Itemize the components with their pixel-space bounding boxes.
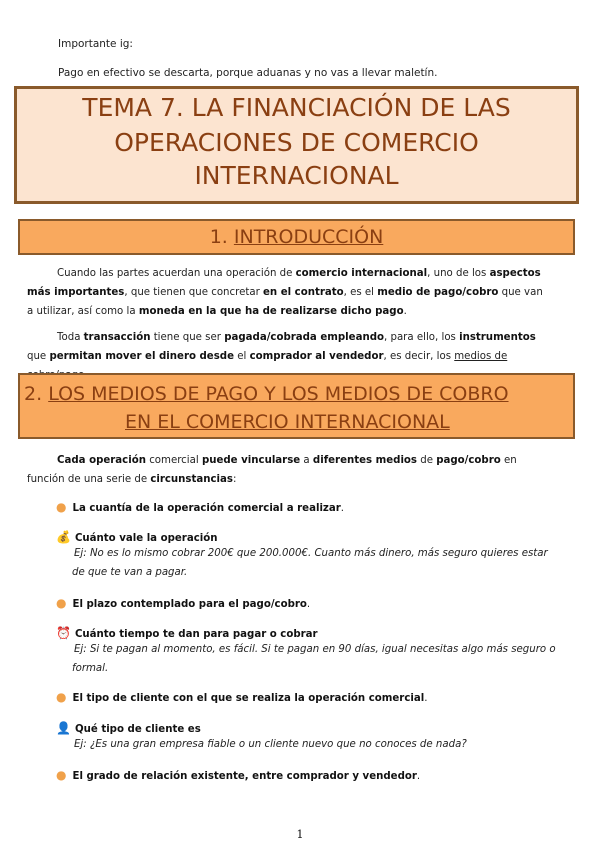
person-icon: 👤 [56, 721, 71, 735]
section-2-title-line-1: LOS MEDIOS DE PAGO Y LOS MEDIOS DE COBRO [48, 383, 509, 405]
section-1-title: INTRODUCCIÓN [233, 226, 384, 248]
chapter-title-line-1: TEMA 7. LA FINANCIACIÓN DE LAS [82, 93, 511, 122]
example-line: Ej: Si te pagan al momento, es fácil. Si te pagan en 90 días, igual necesitas algo más seguro o [74, 644, 556, 655]
section-1-number: 1. [209, 226, 228, 248]
note-line-1: Importante ig: [58, 38, 133, 50]
example-line: de que te van a pagar. [72, 567, 188, 578]
bullet-dot-icon: ● [56, 690, 67, 704]
question-line: 💰 Cuánto vale la operación [56, 530, 218, 544]
bullet-dot-icon: ● [56, 500, 67, 514]
example-line: formal. [72, 663, 109, 674]
chapter-title-line-3: INTERNACIONAL [194, 161, 399, 190]
chapter-title-box [14, 86, 579, 204]
example-line: Ej: ¿Es una gran empresa fiable o un cliente nuevo que no conoces de nada? [74, 739, 467, 750]
intro-paragraph-1: Cuando las partes acuerdan una operación de comercio internacional, uno de los aspectos más importantes, que tienen que concretar en el contrato, es el medio de pago/cobro que van a utilizar, así como la moneda en la que ha de realizarse dicho pago. [27, 268, 543, 317]
list-item: ● El tipo de cliente con el que se realiza la operación comercial. [56, 690, 428, 704]
chapter-title-line-2: OPERACIONES DE COMERCIO [114, 128, 479, 157]
list-item: ● La cuantía de la operación comercial a realizar. [56, 500, 345, 514]
section-2-title-line-2: EN EL COMERCIO INTERNACIONAL [125, 411, 450, 433]
intro-paragraph-2: Toda transacción tiene que ser pagada/cobrada empleando, para ello, los instrumentos que permitan mover el dinero desde el comprador al vendedor, es decir, los medios de [27, 332, 536, 362]
section-2-intro-paragraph: Cada operación comercial puede vincularse a diferentes medios de pago/cobro en función de una serie de circunstancias: [27, 455, 517, 485]
question-line: 👤 Qué tipo de cliente es [56, 721, 201, 735]
page-number: 1 [296, 828, 304, 841]
example-line: Ej: No es lo mismo cobrar 200€ que 200.000€. Cuanto más dinero, más seguro quieres estar [74, 548, 548, 559]
list-item: ● El plazo contemplado para el pago/cobro. [56, 596, 311, 610]
section-2-heading [18, 373, 575, 439]
note-line-2: Pago en efectivo se descarta, porque aduanas y no vas a llevar maletín. [58, 67, 438, 79]
money-bag-icon: 💰 [56, 530, 71, 544]
section-2-number: 2. [24, 383, 43, 405]
question-line: ⏰ Cuánto tiempo te dan para pagar o cobrar [56, 626, 318, 640]
bullet-dot-icon: ● [56, 596, 67, 610]
alarm-clock-icon: ⏰ [56, 626, 71, 640]
bullet-dot-icon: ● [56, 768, 67, 782]
list-item: ● El grado de relación existente, entre comprador y vendedor. [56, 768, 421, 782]
section-1-heading [18, 219, 575, 255]
